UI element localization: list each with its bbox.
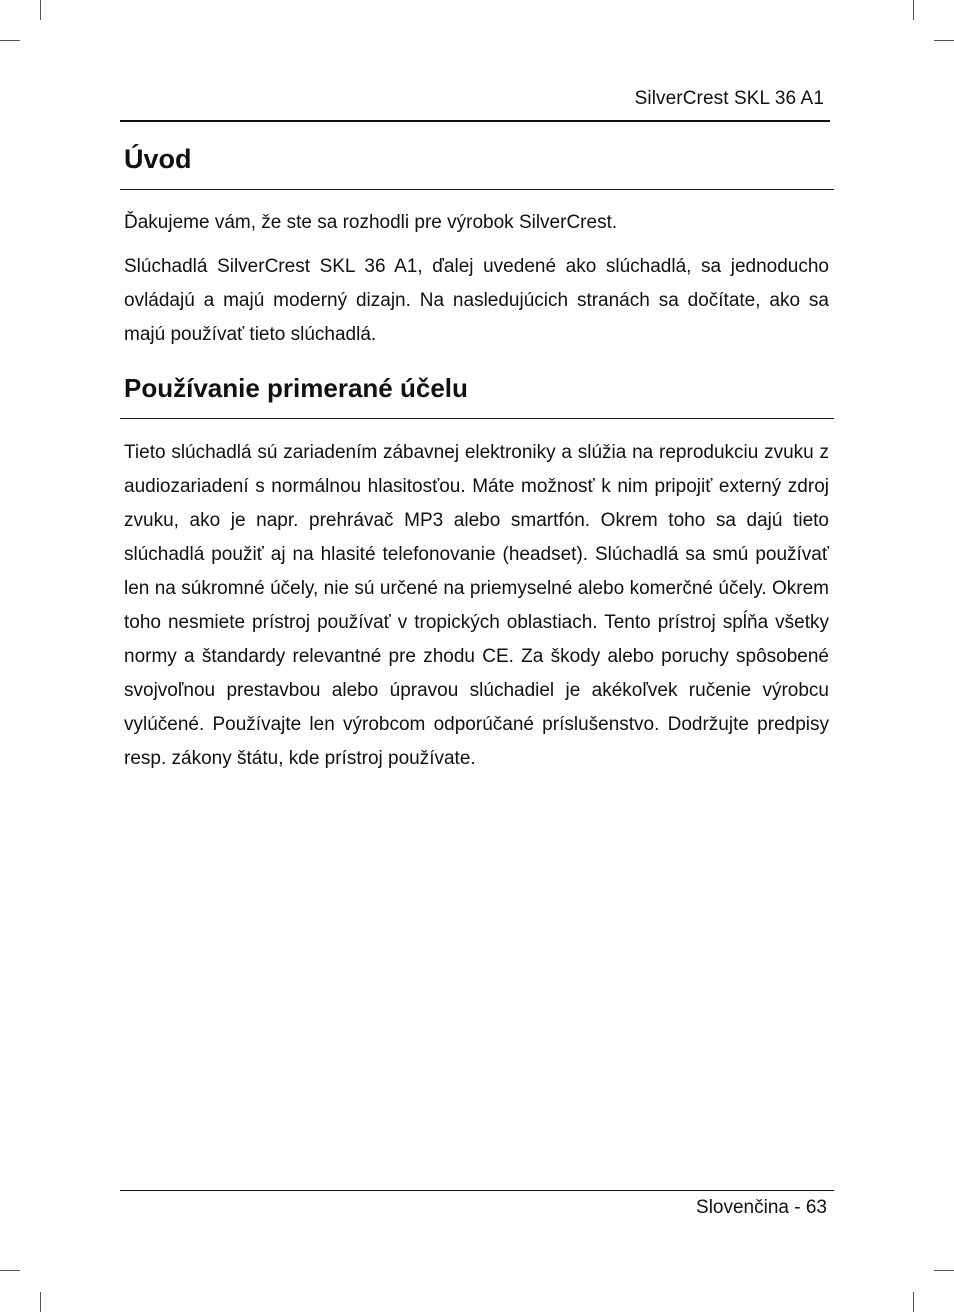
crop-mark bbox=[934, 40, 954, 41]
crop-mark bbox=[40, 1292, 41, 1312]
intro-paragraph-2: Slúchadlá SilverCrest SKL 36 A1, ďalej uvedené ako slúchadlá, sa jednoducho ovládajú a majú moderný dizajn. Na nasledujúcich stranách sa dočítate, ako sa majú používať tieto slúchadlá. bbox=[124, 256, 829, 345]
section-heading-intended-use: Používanie primerané účelu bbox=[124, 373, 468, 403]
header-rule bbox=[120, 120, 830, 122]
crop-mark bbox=[934, 1270, 954, 1271]
crop-mark bbox=[913, 0, 914, 20]
intended-use-paragraph: Tieto slúchadlá sú zariadením zábavnej elektroniky a slúžia na reprodukciu zvuku z audiozariadení s normálnou hlasitosťou. Máte možnosť k nim pripojiť externý zdroj zvuku, ako je napr. prehrávač MP3 alebo smartfón. Okrem toho sa dajú tieto slúchadlá použiť aj na hlasité telefonovanie (headset). Slúchadlá sa smú používať len na súkromné účely, nie sú určené na priemyselné alebo komerčné účely. Okrem toho nesmiete prístroj používať v tropických oblastiach. Tento prístroj spĺňa všetky normy a štandardy relevantné pre zhodu CE. Za škody alebo poruchy spôsobené svojvoľnou prestavbou alebo úpravou slúchadiel je akékoľvek ručenie výrobcu vylúčené. Používajte len výrobcom odporúčané príslušenstvo. Dodržujte predpisy resp. zákony štátu, kde prístroj používate. bbox=[124, 442, 829, 769]
intro-paragraph-1: Ďakujeme vám, že ste sa rozhodli pre výrobok SilverCrest. bbox=[124, 212, 618, 233]
crop-mark bbox=[0, 1270, 20, 1271]
section-rule bbox=[120, 189, 834, 190]
page-number: Slovenčina - 63 bbox=[696, 1197, 827, 1218]
section-heading-intro: Úvod bbox=[124, 144, 192, 174]
running-header: SilverCrest SKL 36 A1 bbox=[634, 88, 824, 109]
footer-rule bbox=[120, 1190, 834, 1191]
crop-mark bbox=[913, 1292, 914, 1312]
section-rule bbox=[120, 418, 834, 419]
crop-mark bbox=[40, 0, 41, 20]
crop-mark bbox=[0, 40, 20, 41]
